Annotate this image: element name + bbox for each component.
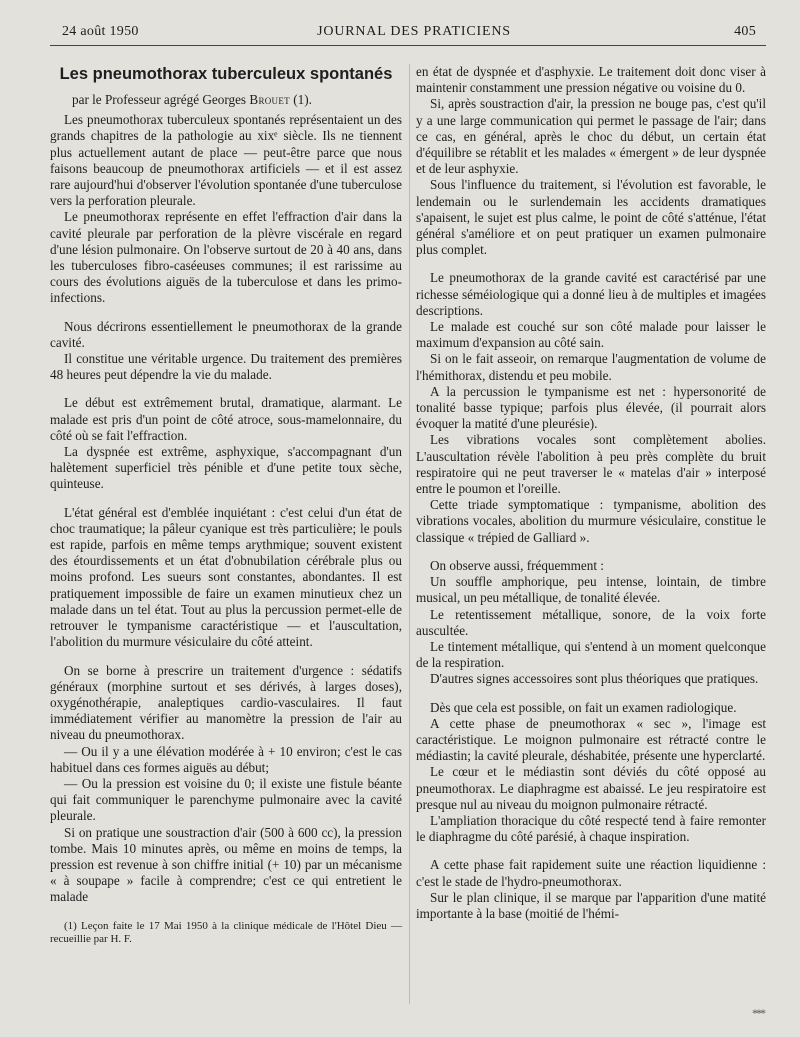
right-column: [416, 64, 766, 922]
paragraph: Les pneumothorax tuberculeux spontanés représentaient un des grands chapitres de la pathologie au xixᵉ siècle. Ils ne tiennent plus actuellement autant de place — peut-être parce que nous faisons beaucoup de pneumothorax artificiels — et il est assez rare aujourd'hui d'observer l'évolution spontanée d'une tuberculose vers la perforation pleurale.: [50, 112, 402, 209]
paragraph: L'ampliation thoracique du côté respecté tend à faire remonter le diaphragme du côté parésié, à chaque inspiration.: [416, 812, 766, 845]
paragraph: Le malade est couché sur son côté malade pour laisser le maximum d'expansion au côté sain.: [416, 319, 766, 351]
paragraph: — Ou la pression est voisine du 0; il existe une fistule béante qui fait communiquer le parenchyme pulmonaire avec la cavité pleurale.: [50, 775, 402, 824]
paragraph: Si on pratique une soustraction d'air (500 à 600 cc), la pression tombe. Mais 10 minutes après, ou même en moins de temps, la pression est revenue à son chiffre initial (+ 10) par un mécanisme « à soupape » facile à comprendre; c'est ce qui entretient le malade: [50, 824, 402, 905]
paragraph: Le pneumothorax représente en effet l'effraction d'air dans la cavité pleurale par perforation de la plèvre viscérale en regard d'une lésion pulmonaire. On l'observe surtout de 20 à 40 ans, dans les tuberculoses fibro-caséeuses communes; il est rarissime au cours des évolutions aiguës de la tuberculose et dans les primo-infections.: [50, 209, 402, 306]
paragraph: On se borne à prescrire un traitement d'urgence : sédatifs généraux (morphine surtout et ses dérivés, à larges doses), oxygénothérapie, analeptiques cardio-vasculaires. Il faut immédiatement vérifier au manomètre la pression de l'air au niveau du pneumothorax.: [50, 662, 402, 743]
byline-prefix: par le Professeur agrégé Georges: [72, 92, 247, 107]
paragraph: Il constitue une véritable urgence. Du traitement des premières 48 heures peut dépendre la vie du malade.: [50, 351, 402, 383]
paragraph: D'autres signes accessoires sont plus théoriques que pratiques.: [430, 671, 759, 687]
paragraph: A cette phase fait rapidement suite une réaction liquidienne : c'est le stade de l'hydro-pneumothorax.: [416, 857, 766, 889]
paragraph: L'état général est d'emblée inquiétant : c'est celui d'un état de choc traumatique; la pâleur cyanique est très particulière; le pouls est rapide, parfois en même temps arythmique; souvent existent des étourdissements et un état d'obnubilation cérébrale plus ou moins profond. Les sueurs sont constantes, abondantes. Il est pratiquement impossible de faire un examen minutieux chez un malade dans un tel état. Tout au plus la percussion permet-elle de retrouver le tympanisme caractéristique — et l'auscultation, l'abolition du murmure vésiculaire du côté atteint.: [50, 504, 402, 650]
footnote: (1) Leçon faite le 17 Mai 1950 à la clinique médicale de l'Hôtel Dieu — recueillie par H. F.: [50, 919, 402, 945]
page-header: [62, 24, 766, 44]
page-number: 405: [734, 24, 756, 39]
paragraph: Cette triade symptomatique : tympanisme, abolition des vibrations vocales, abolition du murmure vésiculaire, constitue le classique « trépied de Galliard ».: [416, 497, 766, 545]
byline-suffix: (1).: [289, 92, 312, 107]
paragraph: Nous décrirons essentiellement le pneumothorax de la grande cavité.: [50, 318, 402, 350]
paragraph: A la percussion le tympanisme est net : hypersonorité de tonalité basse typique; parfois plus élevée, (il pourrait alors évoquer la matité d'une pleurésie).: [416, 383, 766, 432]
header-rule: [50, 45, 766, 46]
paragraph: A cette phase de pneumothorax « sec », l'image est caractéristique. Le moignon pulmonaire est rétracté contre le médiastin; la cavité pleurale, déshabitée, présente une hyperclarté.: [416, 715, 766, 764]
issue-date: 24 août 1950: [62, 24, 139, 39]
paragraph: Le retentissement métallique, sonore, de la voix forte auscultée.: [416, 606, 766, 638]
paragraph: Les vibrations vocales sont complètement abolies. L'auscultation révèle l'abolition à peu près complète du bruit respiratoire qui ne peut traverser le « matelas d'air » interposé entre le poumon et l'oreille.: [416, 432, 766, 497]
paragraph: La dyspnée est extrême, asphyxique, s'accompagnant d'un halètement superficiel très pénible et d'une petite toux sèche, quinteuse.: [50, 444, 402, 492]
paragraph: Un souffle amphorique, peu intense, lointain, de timbre musical, un peu métallique, de tonalité élevée.: [416, 574, 766, 606]
article-title: Les pneumothorax tuberculeux spontanés: [59, 65, 393, 83]
paragraph: Sous l'influence du traitement, si l'évolution est favorable, le lendemain ou le surlendemain les accidents dramatiques s'apaisent, le sujet est plus calme, le point de côté s'atténue, l'état général s'améliore et on peut pratiquer un examen pulmonaire plus complet.: [416, 177, 766, 258]
author-surname: Brouet: [249, 92, 290, 107]
paragraph: Le début est extrêmement brutal, dramatique, alarmant. Le malade est pris d'un point de côté atroce, sous-mamelonnaire, du côté où se fait l'effraction.: [50, 395, 402, 443]
paragraph: Si, après soustraction d'air, la pression ne bouge pas, c'est qu'il y a une large communication qui permet le passage de l'air; dans ce cas, en général, après le choc du début, un certain état d'équilibre se rétablit et les malades « émergent » de leur dyspnée et de leur asphyxie.: [416, 96, 766, 177]
page-ornament: ***: [752, 1006, 764, 1020]
article-byline: [72, 92, 402, 108]
paragraph: Le tintement métallique, qui s'entend à un moment quelconque de la respiration.: [416, 638, 766, 671]
paragraph: On observe aussi, fréquemment :: [430, 557, 604, 573]
paragraph: Sur le plan clinique, il se marque par l'apparition d'une matité importante à la base (moitié de l'hémi-: [416, 889, 766, 921]
paragraph: — Ou il y a une élévation modérée à + 10 environ; c'est le cas habituel dans ces formes aiguës au début;: [50, 743, 402, 775]
column-divider: [409, 64, 410, 1004]
journal-title: JOURNAL DES PRATICIENS: [317, 24, 511, 39]
paragraph: Si on le fait asseoir, on remarque l'augmentation de volume de l'hémithorax, distendu et peu mobile.: [416, 351, 766, 383]
paragraph: en état de dyspnée et d'asphyxie. Le traitement doit donc viser à maintenir constamment une pression négative ou voisine du 0.: [416, 64, 766, 96]
left-column: [50, 64, 402, 946]
paragraph: Le pneumothorax de la grande cavité est caractérisé par une richesse séméiologique qui a donné lieu à de multiples et imagées descriptions.: [416, 270, 766, 318]
paragraph: Le cœur et le médiastin sont déviés du côté opposé au pneumothorax. Le diaphragme est abaissé. Le jeu respiratoire est presque nul au niveau du moignon pulmonaire rétracté.: [416, 764, 766, 812]
paragraph: Dès que cela est possible, on fait un examen radiologique.: [430, 699, 737, 715]
